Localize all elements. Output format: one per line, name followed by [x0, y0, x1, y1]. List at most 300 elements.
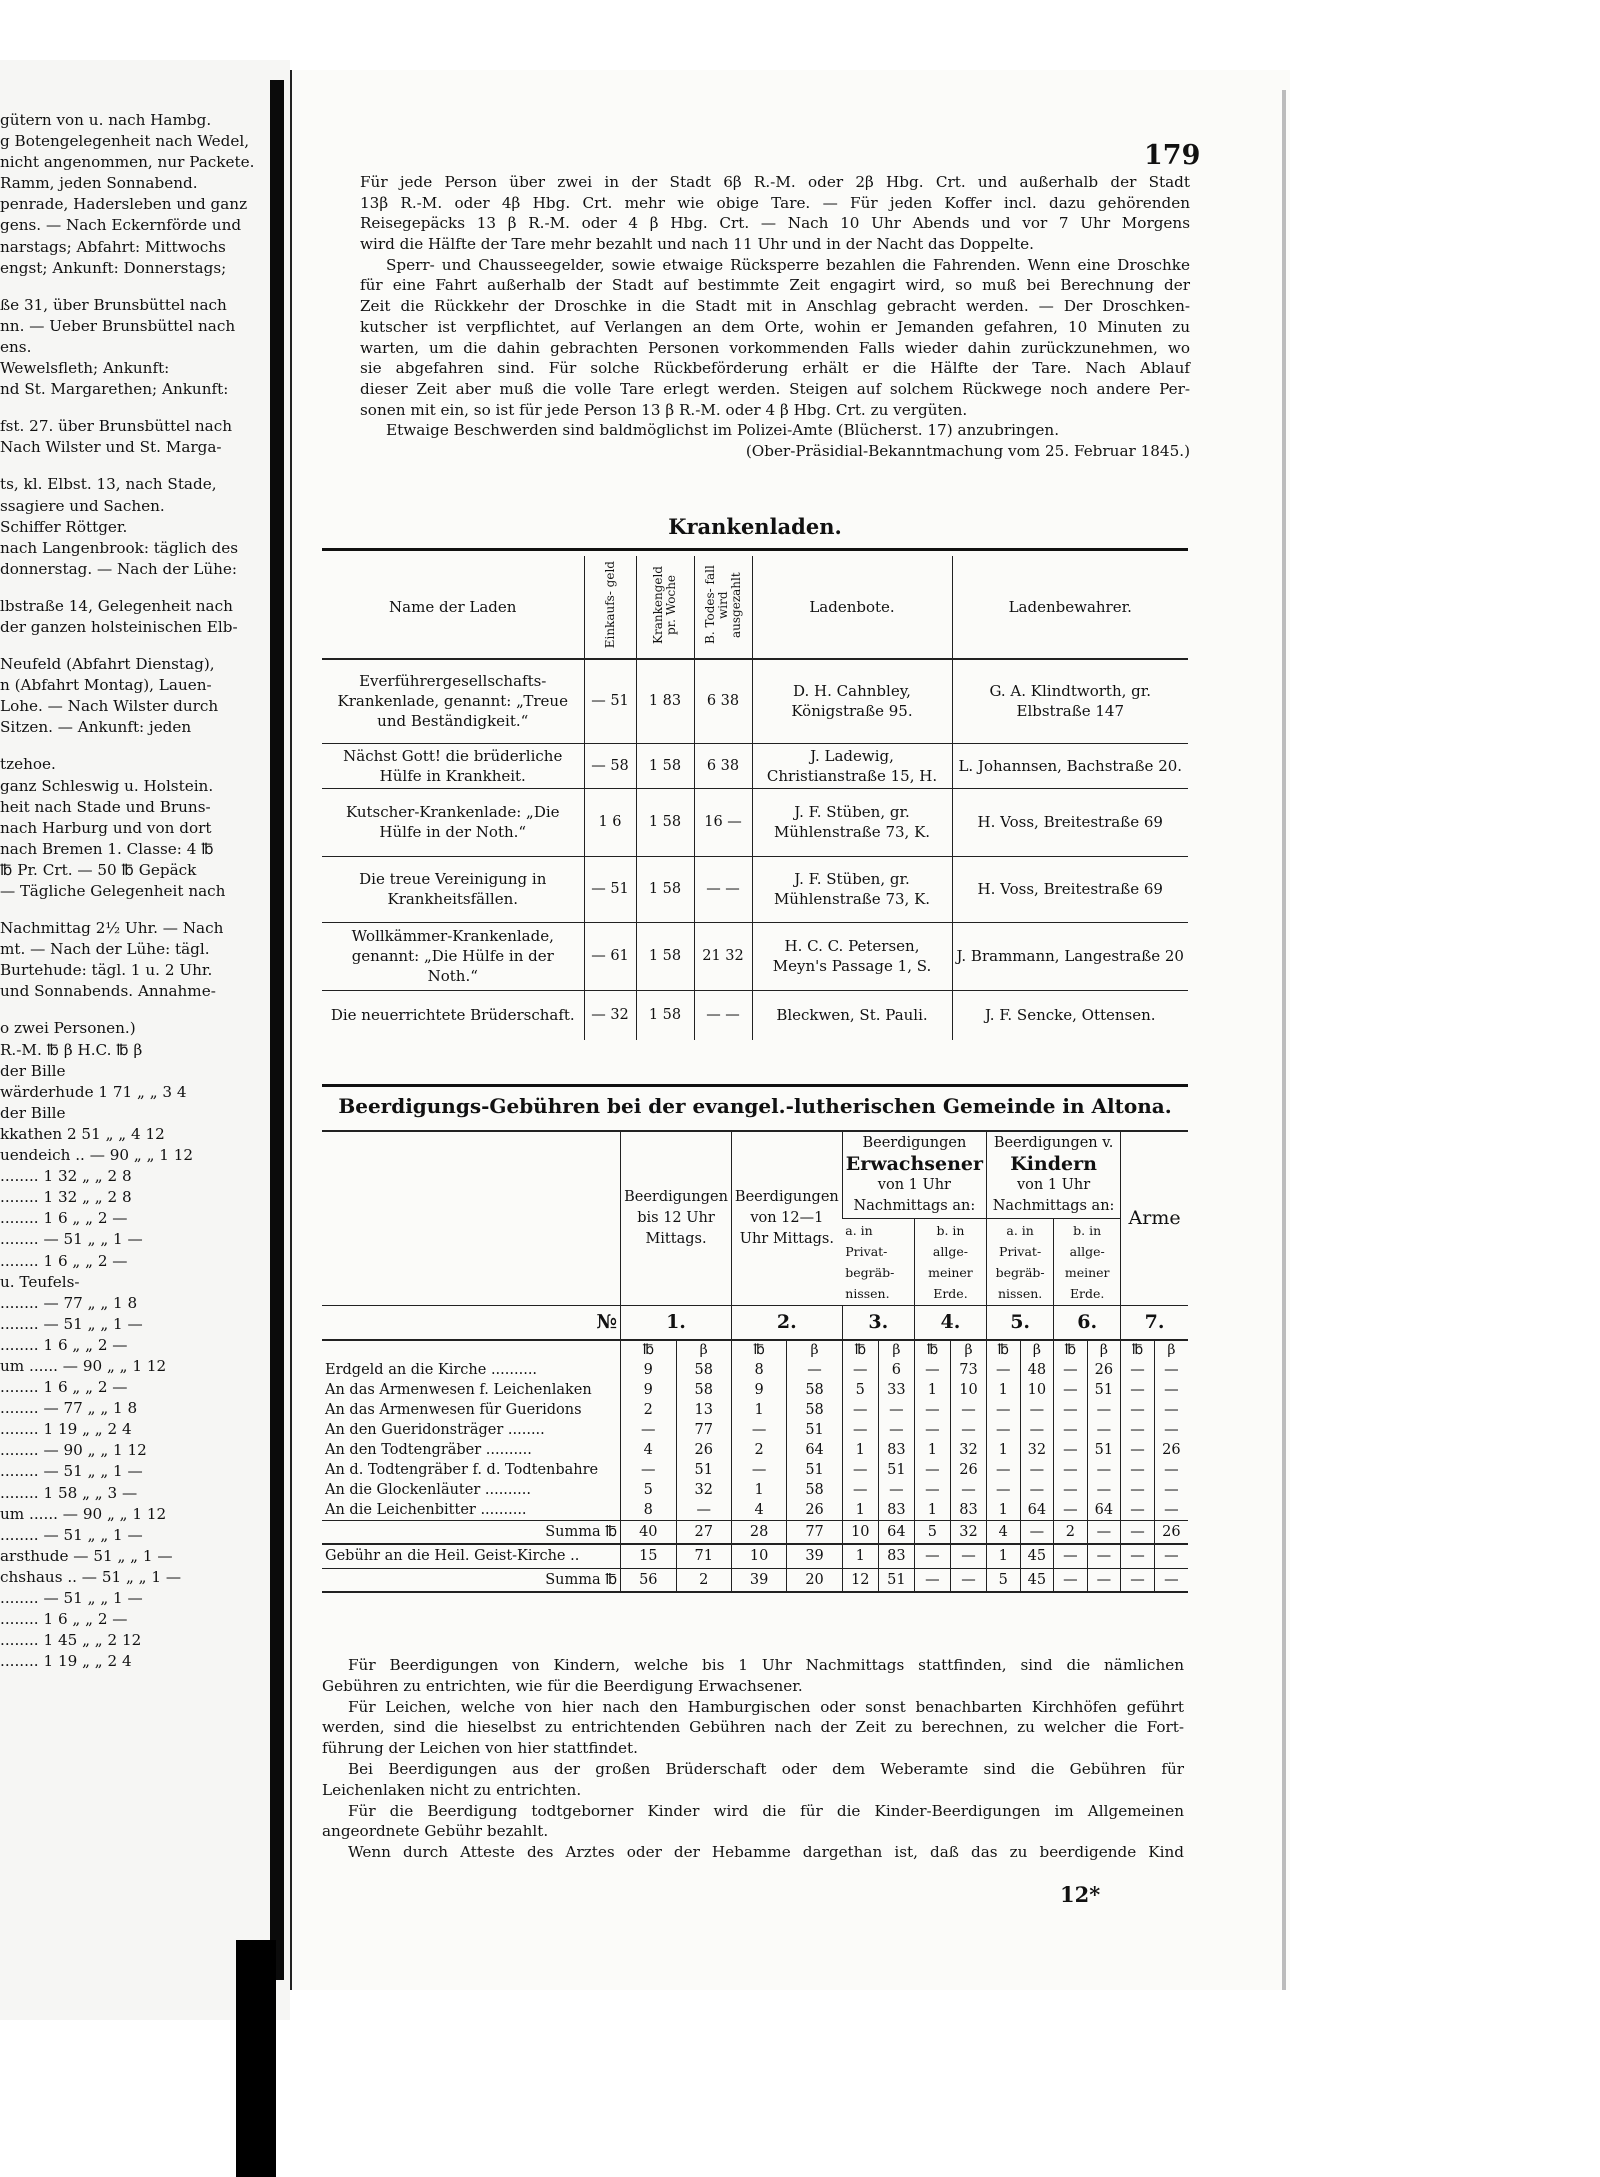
value-cell: 51 [878, 1568, 914, 1592]
value-cell: 1 [914, 1500, 950, 1521]
value-cell: 32 [1020, 1440, 1054, 1460]
col-number: 6. [1054, 1306, 1121, 1340]
left-line: ssagiere und Sachen. [0, 496, 165, 515]
value-cell: — [1054, 1440, 1087, 1460]
fee-row [322, 1480, 1188, 1500]
row-label: An den Todtengräber .......... [325, 1441, 532, 1458]
value-cell: — [787, 1360, 842, 1380]
left-line [0, 580, 262, 596]
col-kind-a: a. in Privat- begräb- nissen. [987, 1219, 1054, 1306]
left-line: ........ — 77 „ „ 1 8 [0, 1293, 138, 1312]
value-cell: — [914, 1420, 950, 1440]
unit-cell: β [878, 1340, 914, 1360]
lade-todesfall: — — [694, 990, 752, 1040]
unit-cell: β [676, 1340, 731, 1360]
intro-line: Etwaige Beschwerden sind baldmöglichst im Polizei-Amte (Blücherst. 17) anzubringen. [386, 421, 1060, 440]
value-cell: 71 [676, 1544, 731, 1568]
left-line: der Bille [0, 1061, 66, 1080]
value-cell: 64 [787, 1440, 842, 1460]
value-cell: 9 [731, 1380, 786, 1400]
value-cell: 83 [950, 1500, 986, 1521]
lade-bewahrer: J. F. Sencke, Ottensen. [952, 990, 1188, 1040]
intro-line: dieser Zeit aber muß die volle Tare erlegt werden. Steigen auf solchem Rückwege noch andere Per- [360, 379, 1190, 398]
value-cell: 1 [987, 1544, 1021, 1568]
left-line: nn. — Ueber Brunsbüttel nach [0, 316, 236, 335]
value-cell: 26 [1154, 1440, 1188, 1460]
value-cell: 64 [1020, 1500, 1054, 1521]
left-line: o zwei Personen.) [0, 1019, 136, 1038]
row-label: Erdgeld an die Kirche .......... [325, 1361, 538, 1378]
lade-todesfall: 21 32 [694, 922, 752, 990]
left-line: ........ 1 19 „ „ 2 4 [0, 1652, 132, 1671]
lade-krankengeld: 1 58 [636, 788, 694, 856]
value-cell: — [842, 1400, 878, 1420]
intro-line: warten, um die dahin gebrachten Personen vorkommenden Falls wieder dahin zurückzunehmen, wo [360, 338, 1190, 357]
value-cell: — [1087, 1400, 1121, 1420]
rule [322, 1084, 1188, 1087]
value-cell: — [1020, 1420, 1054, 1440]
value-cell: 1 [987, 1380, 1021, 1400]
book-gutter [270, 80, 284, 1980]
value-cell: — [987, 1460, 1021, 1480]
left-line: der Bille [0, 1103, 66, 1122]
unit-cell: ℔ [1054, 1340, 1087, 1360]
value-cell: — [1121, 1400, 1155, 1420]
value-cell: — [731, 1460, 786, 1480]
lade-krankengeld: 1 58 [636, 743, 694, 788]
value-cell: — [842, 1360, 878, 1380]
note-line: führung der Leichen von hier stattfindet. [322, 1739, 638, 1758]
left-page-text [0, 110, 262, 1672]
left-line: ........ 1 32 „ „ 2 8 [0, 1188, 132, 1207]
unit-cell: β [787, 1340, 842, 1360]
value-cell: — [1154, 1544, 1188, 1568]
unit-cell: β [1087, 1340, 1121, 1360]
left-line: Wewelsfleth; Ankunft: [0, 359, 170, 378]
unit-cell: ℔ [1121, 1340, 1155, 1360]
value-cell: — [1154, 1500, 1188, 1521]
left-line [0, 902, 262, 918]
value-cell: — [1121, 1568, 1155, 1592]
krankenladen-heading: Krankenladen. [668, 514, 842, 539]
col-number: 7. [1121, 1306, 1188, 1340]
krankenlade-row [322, 788, 1188, 856]
left-line: uendeich .. — 90 „ „ 1 12 [0, 1146, 194, 1165]
unit-cell: ℔ [842, 1340, 878, 1360]
value-cell: 8 [731, 1360, 786, 1380]
row-label: Gebühr an die Heil. Geist-Kirche .. [322, 1544, 621, 1568]
left-line: ts, kl. Elbst. 13, nach Stade, [0, 475, 217, 494]
intro-line: Sperr- und Chausseegelder, sowie etwaige Rücksperre bezahlen die Fahrenden. Wenn eine Droschke [386, 255, 1190, 274]
value-cell: — [987, 1420, 1021, 1440]
intro-line: 13β R.-M. oder 4β Hbg. Crt. mehr wie obige Tare. — Für jeden Koffer incl. dazu gehörenden [360, 193, 1190, 212]
value-cell: 77 [676, 1420, 731, 1440]
note-line: werden, sind die hieselbst zu entrichtenden Gebühren nach der Zeit zu berechnen, zu welcher die Fort- [322, 1718, 1184, 1737]
value-cell: 1 [842, 1544, 878, 1568]
value-cell: 58 [676, 1380, 731, 1400]
value-cell: 64 [878, 1520, 914, 1544]
left-line: ........ 1 19 „ „ 2 4 [0, 1420, 132, 1439]
value-cell: 58 [787, 1480, 842, 1500]
row-label: Summa ℔ [322, 1568, 621, 1592]
value-cell: 51 [787, 1460, 842, 1480]
left-line: um ...... — 90 „ „ 1 12 [0, 1504, 167, 1523]
value-cell: — [878, 1400, 914, 1420]
col-kinder: Beerdigungen v. Kindern von 1 Uhr Nachmittags an: [987, 1131, 1121, 1219]
note-line: Für die Beerdigung todtgeborner Kinder wird die für die Kinder-Beerdigungen im Allgemeinen [348, 1801, 1184, 1820]
rule [322, 548, 1188, 551]
col-todesfall: B. Todes- fall wird ausgezahlt [694, 556, 752, 659]
left-line: nach Harburg und von dort [0, 818, 212, 837]
value-cell: — [1154, 1400, 1188, 1420]
note-line: Leichenlaken nicht zu entrichten. [322, 1780, 582, 1799]
lade-name: Kutscher-Krankenlade: „Die Hülfe in der Noth.“ [322, 788, 584, 856]
row-label: An das Armenwesen f. Leichenlaken [325, 1381, 592, 1398]
value-cell: 1 [842, 1440, 878, 1460]
row-label: An die Leichenbitter .......... [325, 1501, 527, 1518]
value-cell: 5 [914, 1520, 950, 1544]
lade-einkauf: 1 6 [584, 788, 636, 856]
lade-einkauf: — 32 [584, 990, 636, 1040]
value-cell: — [1154, 1360, 1188, 1380]
left-line: wärderhude 1 71 „ „ 3 4 [0, 1082, 187, 1101]
left-line: — Tägliche Gelegenheit nach [0, 882, 226, 900]
value-cell: — [950, 1400, 986, 1420]
left-line: ........ — 51 „ „ 1 — [0, 1314, 143, 1333]
left-line: ........ 1 6 „ „ 2 — [0, 1209, 128, 1228]
left-line: ens. [0, 337, 32, 356]
col-name: Name der Laden [322, 556, 584, 659]
value-cell: 51 [1087, 1440, 1121, 1460]
value-cell: 51 [676, 1460, 731, 1480]
unit-cell: ℔ [987, 1340, 1021, 1360]
value-cell: 51 [878, 1460, 914, 1480]
value-cell: 1 [842, 1500, 878, 1521]
beerdigung-heading: Beerdigungs-Gebühren bei der evangel.-lutherischen Gemeinde in Altona. [338, 1094, 1172, 1118]
left-line: ße 31, über Brunsbüttel nach [0, 295, 227, 314]
left-line: ........ — 90 „ „ 1 12 [0, 1441, 147, 1460]
value-cell: 51 [787, 1420, 842, 1440]
lade-bote: H. C. C. Petersen, Meyn's Passage 1, S. [752, 922, 952, 990]
intro-line: Für jede Person über zwei in der Stadt 6β R.-M. oder 2β Hbg. Crt. und außerhalb der Stadt [360, 173, 1190, 191]
left-line: ........ 1 6 „ „ 2 — [0, 1610, 128, 1629]
left-line: und Sonnabends. Annahme- [0, 982, 216, 1001]
value-cell: — [1054, 1360, 1087, 1380]
value-cell: 15 [621, 1544, 676, 1568]
value-cell: — [1087, 1568, 1121, 1592]
value-cell: 33 [878, 1380, 914, 1400]
value-cell: 5 [621, 1480, 676, 1500]
value-cell: 64 [1087, 1500, 1121, 1521]
value-cell: — [878, 1480, 914, 1500]
fee-row [322, 1400, 1188, 1420]
left-line: ganz Schleswig u. Holstein. [0, 776, 214, 795]
value-cell: — [914, 1460, 950, 1480]
unit-cell: β [950, 1340, 986, 1360]
value-cell: — [1087, 1480, 1121, 1500]
value-cell: 26 [950, 1460, 986, 1480]
col-number: 2. [731, 1306, 842, 1340]
value-cell: 83 [878, 1500, 914, 1521]
lade-bote: D. H. Cahnbley, Königstraße 95. [752, 659, 952, 743]
value-cell: — [1121, 1380, 1155, 1400]
col-12-1: Beerdigungen von 12—1 Uhr Mittags. [731, 1131, 842, 1306]
value-cell: 4 [731, 1500, 786, 1521]
value-cell: — [1087, 1420, 1121, 1440]
value-cell: — [842, 1420, 878, 1440]
lade-einkauf: — 61 [584, 922, 636, 990]
left-line: ........ — 77 „ „ 1 8 [0, 1399, 138, 1418]
note-line: Wenn durch Atteste des Arztes oder der Hebamme dargethan ist, daß das zu beerdigende Kind [348, 1843, 1184, 1862]
value-cell: — [1054, 1460, 1087, 1480]
value-cell: 32 [950, 1520, 986, 1544]
fee-row [322, 1360, 1188, 1380]
intro-line: für eine Fahrt außerhalb der Stadt auf bestimmte Zeit engagirt wird, so muß bei Berechnung der [360, 276, 1190, 295]
left-line [0, 738, 262, 754]
value-cell: 32 [676, 1480, 731, 1500]
left-line: arsthude — 51 „ „ 1 — [0, 1546, 173, 1565]
left-line: gens. — Nach Eckernförde und [0, 216, 242, 235]
col-number: 5. [987, 1306, 1054, 1340]
left-line: Nachmittag 2½ Uhr. — Nach [0, 919, 224, 938]
value-cell: 10 [731, 1544, 786, 1568]
left-line: fst. 27. über Brunsbüttel nach [0, 417, 233, 436]
left-line: chshaus .. — 51 „ „ 1 — [0, 1567, 182, 1586]
krankenlade-row [322, 743, 1188, 788]
value-cell: 27 [676, 1520, 731, 1544]
left-line: n (Abfahrt Montag), Lauen- [0, 676, 212, 695]
intro-line: (Ober-Präsidial-Bekanntmachung vom 25. Februar 1845.) [745, 441, 1190, 460]
lade-einkauf: — 51 [584, 659, 636, 743]
lade-bewahrer: L. Johannsen, Bachstraße 20. [952, 743, 1188, 788]
value-cell: 45 [1020, 1544, 1054, 1568]
fee-row [322, 1500, 1188, 1521]
value-cell: 2 [621, 1400, 676, 1420]
left-line: um ...... — 90 „ „ 1 12 [0, 1356, 167, 1375]
value-cell: 20 [787, 1568, 842, 1592]
value-cell: — [1121, 1360, 1155, 1380]
lade-bote: J. F. Stüben, gr. Mühlenstraße 73, K. [752, 856, 952, 922]
value-cell: — [1054, 1380, 1087, 1400]
value-cell: 26 [676, 1440, 731, 1460]
value-cell: — [1020, 1520, 1054, 1544]
intro-line: wird die Hälfte der Tare mehr bezahlt und nach 11 Uhr und in der Nacht das Doppelte. [360, 235, 1034, 254]
value-cell: — [950, 1420, 986, 1440]
value-cell: — [1054, 1568, 1087, 1592]
row-label: Summa ℔ [322, 1520, 621, 1544]
units-label [322, 1340, 621, 1360]
unit-cell: ℔ [621, 1340, 676, 1360]
value-cell: 1 [987, 1500, 1021, 1521]
value-cell: 83 [878, 1544, 914, 1568]
left-line: tzehoe. [0, 755, 56, 774]
value-cell: — [1154, 1568, 1188, 1592]
value-cell: — [987, 1400, 1021, 1420]
value-cell: 58 [787, 1400, 842, 1420]
value-cell: 73 [950, 1360, 986, 1380]
value-cell: — [987, 1480, 1021, 1500]
gebuehr-row [322, 1544, 1188, 1568]
value-cell: — [1154, 1480, 1188, 1500]
unit-cell: ℔ [731, 1340, 786, 1360]
left-line [0, 458, 262, 474]
summa-total-row [322, 1568, 1188, 1592]
units-row [322, 1340, 1188, 1360]
lade-name: Wollkämmer-Krankenlade, genannt: „Die Hülfe in der Noth.“ [322, 922, 584, 990]
value-cell: — [1121, 1544, 1155, 1568]
page-top-margin [0, 0, 1600, 60]
value-cell: 32 [950, 1440, 986, 1460]
left-line: donnerstag. — Nach der Lühe: [0, 559, 238, 578]
row-label: An die Glockenläuter .......... [325, 1481, 531, 1498]
intro-paragraph [360, 172, 1190, 462]
value-cell: 5 [842, 1380, 878, 1400]
left-line: nd St. Margarethen; Ankunft: [0, 380, 229, 399]
value-cell: 51 [1087, 1380, 1121, 1400]
left-line: ........ — 51 „ „ 1 — [0, 1462, 143, 1481]
lade-name: Everführergesellschafts-Krankenlade, genannt: „Treue und Beständigkeit.“ [322, 659, 584, 743]
value-cell: 28 [731, 1520, 786, 1544]
krankenlade-row [322, 990, 1188, 1040]
value-cell: — [950, 1544, 986, 1568]
intro-line: kutscher ist verpflichtet, auf Verlangen an dem Orte, wohin er Jemanden gefahren, 10 Minuten zu [360, 317, 1190, 336]
left-line: heit nach Stade und Bruns- [0, 797, 211, 816]
value-cell: 1 [731, 1400, 786, 1420]
col-erw-a: a. in Privat- begräb- nissen. [845, 1223, 895, 1301]
value-cell: — [842, 1480, 878, 1500]
unit-cell: β [1020, 1340, 1054, 1360]
lade-bewahrer: H. Voss, Breitestraße 69 [952, 856, 1188, 922]
value-cell: — [1154, 1380, 1188, 1400]
value-cell: — [914, 1544, 950, 1568]
left-line: ........ — 51 „ „ 1 — [0, 1589, 143, 1607]
value-cell: 26 [1154, 1520, 1188, 1544]
value-cell: — [1121, 1520, 1155, 1544]
value-cell: — [731, 1420, 786, 1440]
left-line: gütern von u. nach Hambg. [0, 111, 212, 129]
value-cell: — [1121, 1420, 1155, 1440]
intro-line: sie abgefahren sind. Für solche Rückbeförderung erhält er die Hälfte der Tare. Nach Ablauf [360, 359, 1190, 378]
left-line: ℔ Pr. Crt. — 50 ℔ Gepäck [0, 860, 197, 879]
col-number: 3. [842, 1306, 914, 1340]
note-line: Für Beerdigungen von Kindern, welche bis 1 Uhr Nachmittags stattfinden, sind die nämlichen [348, 1656, 1184, 1674]
signature-mark: 12* [1060, 1882, 1101, 1907]
value-cell: — [1054, 1480, 1087, 1500]
krankenlade-row [322, 659, 1188, 743]
krankenlade-row [322, 922, 1188, 990]
lade-name: Die neuerrichtete Brüderschaft. [322, 990, 584, 1040]
beerdigung-table [322, 1130, 1188, 1593]
value-cell: — [1121, 1500, 1155, 1521]
intro-line: sonen mit ein, so ist für jede Person 13 β R.-M. oder 4 β Hbg. Crt. zu vergüten. [360, 400, 968, 419]
fee-row [322, 1420, 1188, 1440]
left-line [0, 1002, 262, 1018]
left-line: Ramm, jeden Sonnabend. [0, 174, 198, 193]
left-line: nach Langenbrook: täglich des [0, 538, 238, 557]
row-label: An d. Todtengräber f. d. Todtenbahre [325, 1461, 599, 1478]
value-cell: — [1087, 1520, 1121, 1544]
col-erwachsene: Beerdigungen Erwachsener von 1 Uhr Nachmittags an: [842, 1131, 986, 1219]
left-line: engst; Ankunft: Donnerstags; [0, 258, 227, 277]
col-erw-b: b. in allge- meiner Erde. [914, 1219, 986, 1306]
left-line: g Botengelegenheit nach Wedel, [0, 132, 250, 151]
left-line: narstags; Abfahrt: Mittwochs [0, 237, 226, 256]
value-cell: 1 [914, 1440, 950, 1460]
col-bote: Ladenbote. [752, 556, 952, 659]
lade-krankengeld: 1 58 [636, 856, 694, 922]
left-line: ........ 1 6 „ „ 2 — [0, 1335, 128, 1354]
intro-line: Reisegepäcks 13 β R.-M. oder 4 β Hbg. Crt. — Nach 10 Uhr Abends und vor 7 Uhr Morgens [360, 214, 1190, 233]
col-einkauf: Einkaufs- geld [584, 556, 636, 659]
lade-krankengeld: 1 58 [636, 990, 694, 1040]
left-line: ........ 1 6 „ „ 2 — [0, 1378, 128, 1397]
lade-bote: Bleckwen, St. Pauli. [752, 990, 952, 1040]
value-cell: — [842, 1460, 878, 1480]
value-cell: 5 [987, 1568, 1021, 1592]
lade-todesfall: 16 — [694, 788, 752, 856]
col-kind-b: b. in allge- meiner Erde. [1054, 1219, 1121, 1306]
value-cell: 4 [621, 1440, 676, 1460]
left-line: Neufeld (Abfahrt Dienstag), [0, 655, 215, 674]
value-cell: 10 [950, 1380, 986, 1400]
value-cell: 9 [621, 1380, 676, 1400]
value-cell: 6 [878, 1360, 914, 1380]
lade-bewahrer: H. Voss, Breitestraße 69 [952, 788, 1188, 856]
col-krankengeld: Krankengeld pr. Woche [636, 556, 694, 659]
value-cell: — [950, 1568, 986, 1592]
value-cell: 45 [1020, 1568, 1054, 1592]
left-line: mt. — Nach der Lühe: tägl. [0, 940, 210, 959]
left-line: ........ 1 6 „ „ 2 — [0, 1251, 128, 1270]
value-cell: — [1121, 1440, 1155, 1460]
left-line: ........ — 51 „ „ 1 — [0, 1525, 143, 1544]
value-cell: — [1054, 1500, 1087, 1521]
lade-todesfall: 6 38 [694, 659, 752, 743]
col-number: 4. [914, 1306, 986, 1340]
left-line: lbstraße 14, Gelegenheit nach [0, 596, 233, 615]
value-cell: 13 [676, 1400, 731, 1420]
col-bis-12: Beerdigungen bis 12 Uhr Mittags. [621, 1131, 732, 1306]
value-cell: 2 [1054, 1520, 1087, 1544]
value-cell: 58 [787, 1380, 842, 1400]
value-cell: — [1054, 1544, 1087, 1568]
note-line: Für Leichen, welche von hier nach den Hamburgischen oder sonst benachbarten Kirchhöfen geführt [348, 1697, 1184, 1716]
value-cell: — [1020, 1480, 1054, 1500]
page-number: 179 [1144, 140, 1201, 171]
left-line: nach Bremen 1. Classe: 4 ℔ [0, 839, 214, 858]
value-cell: 39 [731, 1568, 786, 1592]
left-line: Schiffer Röttger. [0, 517, 128, 536]
value-cell: 1 [914, 1380, 950, 1400]
value-cell: — [1154, 1460, 1188, 1480]
col-bewahrer: Ladenbewahrer. [952, 556, 1188, 659]
lade-name: Die treue Vereinigung in Krankheitsfällen. [322, 856, 584, 922]
lade-bewahrer: J. Brammann, Langestraße 20 [952, 922, 1188, 990]
notes-paragraph [322, 1655, 1184, 1863]
value-cell: — [1121, 1460, 1155, 1480]
value-cell: 40 [621, 1520, 676, 1544]
value-cell: — [1154, 1420, 1188, 1440]
binding-shadow [236, 1940, 276, 2177]
value-cell: — [950, 1480, 986, 1500]
value-cell: — [914, 1480, 950, 1500]
value-cell: 77 [787, 1520, 842, 1544]
left-line: ........ 1 32 „ „ 2 8 [0, 1167, 132, 1186]
lade-todesfall: 6 38 [694, 743, 752, 788]
value-cell: 8 [621, 1500, 676, 1521]
value-cell: — [1087, 1460, 1121, 1480]
nr-label: № [322, 1306, 621, 1340]
